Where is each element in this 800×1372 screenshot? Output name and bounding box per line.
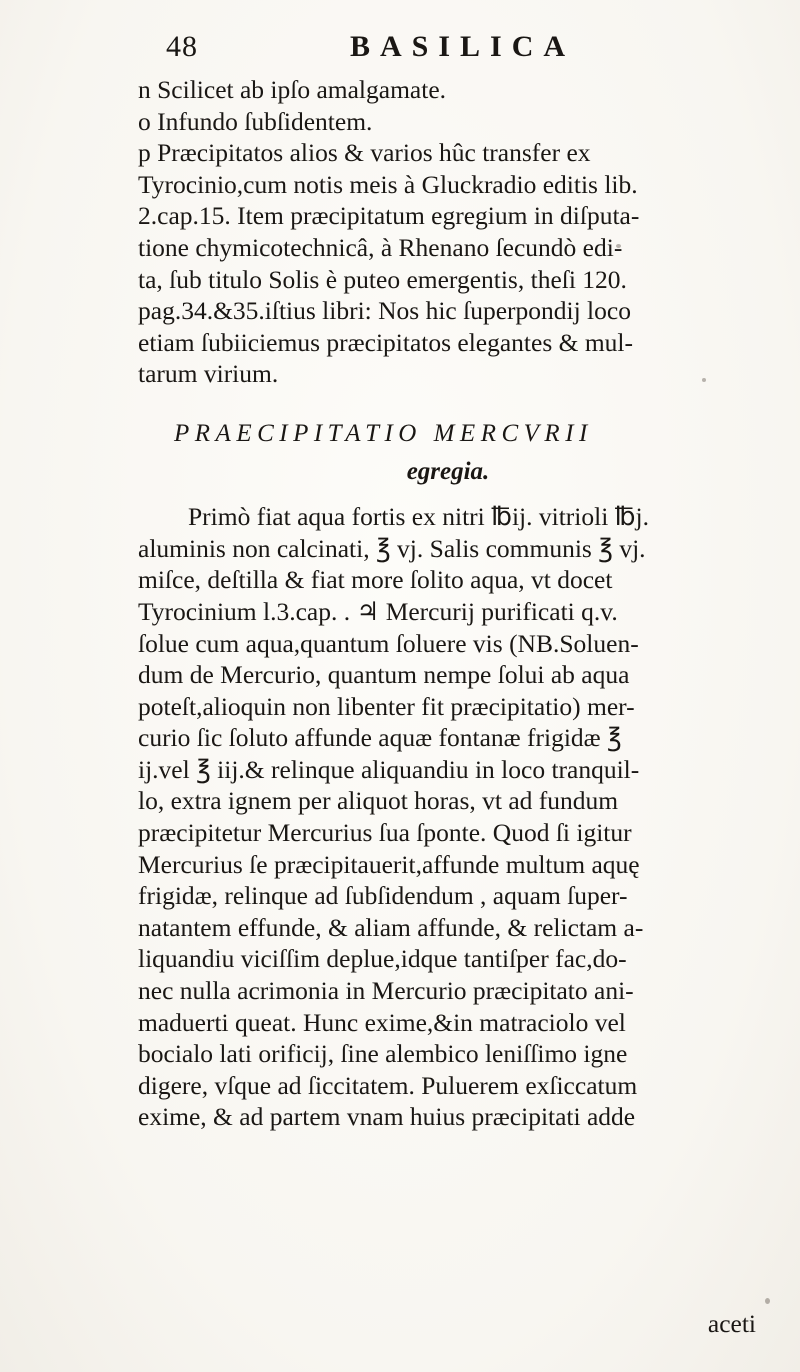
page-header [160,22,760,72]
body-line: Mercurius ſe præcipitauerit,affunde multum aquę [138,849,640,879]
ink-speck [765,1298,770,1304]
body-line: digere, vſque ad ſiccitatem. Puluerem exſiccatum [138,1070,638,1100]
note-line: n Scilicet ab ipſo amalgamate. [138,75,447,104]
body-line: Tyrocinium l.3.cap. . ♃ Mercurij purificati q.v. [138,596,618,626]
body-line: bocialo lati orificij, ſine alembico leniſſimo igne [138,1039,628,1069]
body-line: nec nulla acrimonia in Mercurio præcipitato ani- [138,976,634,1006]
page-text [138,74,778,1133]
body-line: natantem effunde, & aliam affunde, & relictam a- [138,912,644,942]
body-block [138,501,778,1133]
body-line: exime, & ad partem vnam huius præcipitati adde [138,1102,636,1132]
body-line: aluminis non calcinati, ℥ vj. Salis communis ℥ vj. [138,533,646,563]
body-line: præcipitetur Mercurius ſua ſponte. Quod ſi igitur [138,818,632,848]
note-line: tione chymicotechnicâ, à Rhenano ſecundò edi- [138,232,623,262]
body-line: miſce, deſtilla & fiat more ſolito aqua, vt docet [138,565,613,595]
note-line: etiam ſubiiciemus præcipitatos elegantes & mul- [138,327,634,357]
running-title: BASILICA [350,30,576,63]
note-line: o Infundo ſubſidentem. [138,106,373,136]
section-subheading: egregia. [406,457,490,485]
body-line: poteſt,alioquin non libenter fit præcipitatio) mer- [138,691,635,721]
catchword: aceti [707,1309,756,1338]
body-line: frigidæ, relinque ad ſubſidendum , aquam ſuper- [138,881,628,911]
body-line: dum de Mercurio, quantum nempe ſolui ab aqua [138,660,630,690]
body-line: Primò fiat aqua fortis ex nitri ℔ij. vitrioli ℔j. [188,502,649,532]
body-line: ij.vel ℥ iij.& relinque aliquandiu in loco tranquil- [138,754,640,784]
note-line: p Præcipitatos alios & varios hûc transfer ex [138,138,591,168]
note-line: tarum virium. [138,359,279,389]
notes-block [138,74,778,390]
body-line: liquandiu viciſſim deplue,idque tantiſper fac,do- [138,944,627,974]
note-line: pag.34.&35.iſtius libri: Nos hic ſuperpondij loco [138,296,631,326]
note-line: Tyrocinio,cum notis meis à Gluckradio editis lib. [138,169,638,199]
section-heading: PRAECIPITATIO MERCVRII [174,419,593,447]
note-line: ta, ſub titulo Solis è puteo emergentis, theſi 120. [138,264,627,294]
note-line: 2.cap.15. Item præcipitatum egregium in diſputa- [138,201,640,231]
body-line: maduerti queat. Hunc exime,&in matraciolo vel [138,1007,626,1037]
body-line: ſolue cum aqua,quantum ſoluere vis (NB.Soluen- [138,628,639,658]
body-line: lo, extra ignem per aliquot horas, vt ad fundum [138,786,619,816]
body-line: curio ſic ſoluto affunde aquæ fontanæ frigidæ ℥ [138,723,622,753]
page-number: 48 [166,30,198,63]
